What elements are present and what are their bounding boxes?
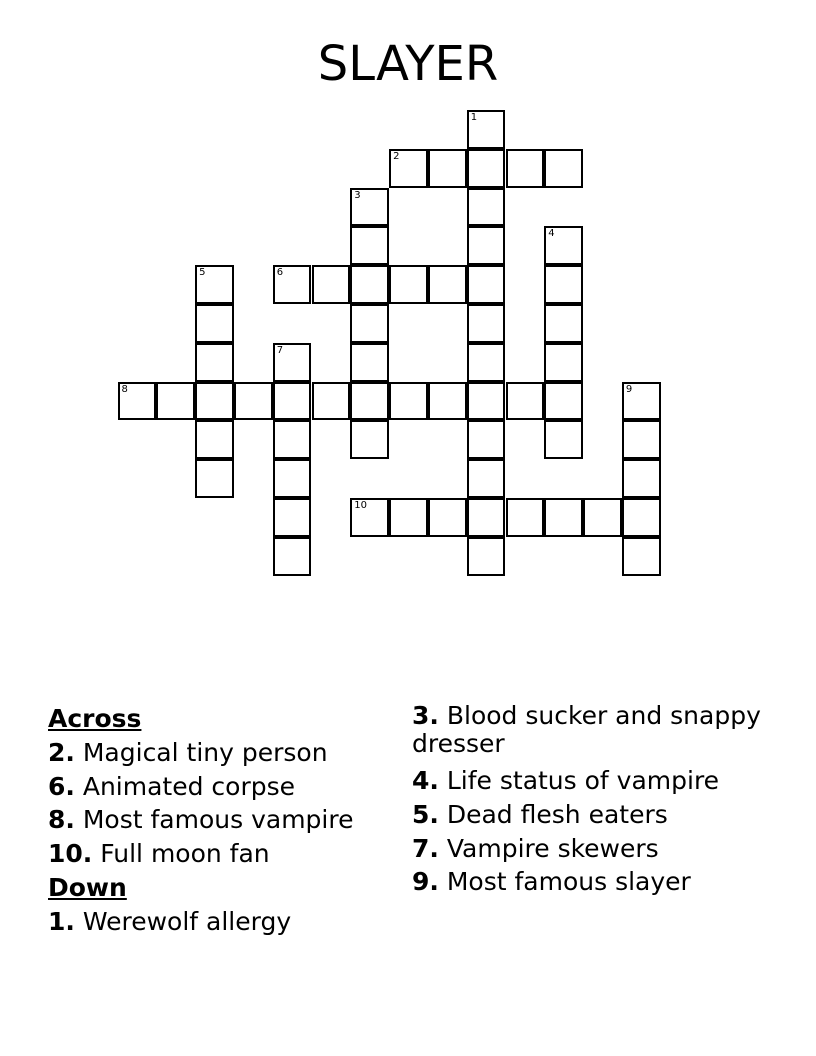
grid-cell[interactable] bbox=[467, 226, 506, 265]
grid-cell[interactable] bbox=[467, 110, 506, 149]
cell-number: 2 bbox=[393, 150, 400, 162]
cell-number: 4 bbox=[548, 228, 555, 240]
clue-text: Blood sucker and snappy dresser bbox=[412, 701, 761, 758]
clue-number: 2. bbox=[48, 737, 75, 767]
grid-cell[interactable] bbox=[389, 498, 428, 537]
grid-cell[interactable] bbox=[350, 420, 389, 459]
grid-cell[interactable] bbox=[195, 343, 234, 382]
grid-cell[interactable] bbox=[467, 304, 506, 343]
grid-cell[interactable] bbox=[312, 382, 351, 421]
grid-cell[interactable] bbox=[622, 459, 661, 498]
grid-cell[interactable] bbox=[195, 459, 234, 498]
grid-cell[interactable] bbox=[273, 537, 312, 576]
cell-number: 8 bbox=[121, 383, 128, 395]
clue-number: 9. bbox=[412, 867, 439, 897]
grid-cell[interactable] bbox=[467, 420, 506, 459]
clue-across-2 bbox=[48, 736, 388, 770]
clue-text: Full moon fan bbox=[100, 839, 270, 869]
grid-cell[interactable] bbox=[428, 149, 467, 188]
clues-column-left bbox=[48, 702, 388, 939]
across-heading: Across bbox=[48, 704, 142, 733]
grid-cell[interactable] bbox=[234, 382, 273, 421]
clue-across-10 bbox=[48, 837, 388, 871]
grid-cell[interactable] bbox=[467, 188, 506, 227]
clue-down-4 bbox=[412, 764, 772, 798]
clue-down-9 bbox=[412, 865, 772, 899]
cell-number: 1 bbox=[470, 112, 478, 123]
grid-cell[interactable] bbox=[273, 498, 312, 537]
grid-cell[interactable] bbox=[544, 304, 583, 343]
clue-number: 8. bbox=[48, 805, 75, 835]
grid-cell[interactable] bbox=[350, 226, 389, 265]
grid-cell[interactable] bbox=[312, 265, 351, 304]
grid-cell[interactable] bbox=[195, 382, 234, 421]
grid-cell[interactable] bbox=[118, 382, 157, 421]
clue-text: Most famous vampire bbox=[82, 805, 354, 835]
grid-cell[interactable] bbox=[506, 382, 545, 421]
grid-cell[interactable] bbox=[350, 343, 389, 382]
clue-text: Magical tiny person bbox=[82, 737, 328, 767]
grid-cell[interactable] bbox=[506, 149, 545, 188]
clue-down-5 bbox=[412, 798, 772, 832]
grid-cell[interactable] bbox=[506, 498, 545, 537]
clue-down-1 bbox=[48, 905, 388, 939]
clue-number: 6. bbox=[48, 771, 75, 801]
grid-cell[interactable] bbox=[389, 265, 428, 304]
grid-cell[interactable] bbox=[467, 149, 506, 188]
grid-cell[interactable] bbox=[350, 382, 389, 421]
grid-cell[interactable] bbox=[156, 382, 195, 421]
grid-cell[interactable] bbox=[428, 498, 467, 537]
grid-cell[interactable] bbox=[273, 265, 312, 304]
grid-cell[interactable] bbox=[467, 537, 506, 576]
grid-cell[interactable] bbox=[467, 459, 506, 498]
grid-cell[interactable] bbox=[428, 382, 467, 421]
clue-number: 5. bbox=[412, 799, 439, 829]
grid-cell[interactable] bbox=[544, 343, 583, 382]
cell-number: 7 bbox=[276, 344, 284, 356]
clues-column-right bbox=[412, 702, 772, 899]
grid-cell[interactable] bbox=[622, 498, 661, 537]
grid-cell[interactable] bbox=[195, 265, 234, 304]
grid-cell[interactable] bbox=[273, 343, 312, 382]
clue-text: Animated corpse bbox=[82, 771, 296, 801]
cell-number: 6 bbox=[276, 267, 284, 279]
clue-number: 10. bbox=[48, 839, 93, 869]
grid-cell[interactable] bbox=[544, 226, 583, 265]
cell-number: 9 bbox=[625, 383, 633, 395]
grid-cell[interactable] bbox=[544, 420, 583, 459]
grid-cell[interactable] bbox=[273, 420, 312, 459]
clue-text: Life status of vampire bbox=[446, 766, 720, 795]
cell-number: 5 bbox=[199, 267, 206, 279]
grid-cell[interactable] bbox=[273, 459, 312, 498]
clue-text: Vampire skewers bbox=[446, 833, 659, 863]
grid-cell[interactable] bbox=[622, 420, 661, 459]
clue-across-6 bbox=[48, 770, 388, 804]
clue-number: 4. bbox=[412, 766, 439, 795]
clue-text: Dead flesh eaters bbox=[446, 799, 668, 829]
grid-cell[interactable] bbox=[195, 420, 234, 459]
clue-across-8 bbox=[48, 803, 388, 837]
grid-cell[interactable] bbox=[350, 304, 389, 343]
grid-cell[interactable] bbox=[428, 265, 467, 304]
grid-cell[interactable] bbox=[350, 188, 389, 227]
clue-number: 3. bbox=[412, 701, 439, 730]
clue-number: 1. bbox=[48, 906, 75, 936]
grid-cell[interactable] bbox=[350, 265, 389, 304]
clue-text: Werewolf allergy bbox=[82, 906, 292, 936]
cell-number: 3 bbox=[354, 189, 361, 201]
down-heading: Down bbox=[48, 872, 127, 902]
grid-cell[interactable] bbox=[389, 382, 428, 421]
grid-cell[interactable] bbox=[273, 382, 312, 421]
cell-number: 10 bbox=[354, 500, 368, 511]
clue-number: 7. bbox=[412, 833, 439, 863]
grid-cell[interactable] bbox=[467, 343, 506, 382]
grid-cell[interactable] bbox=[544, 382, 583, 421]
grid-cell[interactable] bbox=[467, 265, 506, 304]
puzzle-title: SLAYER bbox=[317, 36, 499, 92]
grid-cell[interactable] bbox=[622, 537, 661, 576]
grid-cell[interactable] bbox=[544, 265, 583, 304]
grid-cell[interactable] bbox=[389, 149, 428, 188]
grid-cell[interactable] bbox=[622, 382, 661, 421]
grid-cell[interactable] bbox=[544, 149, 583, 188]
grid-cell[interactable] bbox=[195, 304, 234, 343]
clue-down-3 bbox=[412, 702, 772, 758]
grid-cell[interactable] bbox=[544, 498, 583, 537]
grid-cell[interactable] bbox=[583, 498, 622, 537]
grid-cell[interactable] bbox=[467, 498, 506, 537]
clue-down-7 bbox=[412, 832, 772, 866]
grid-cell[interactable] bbox=[350, 498, 389, 537]
grid-cell[interactable] bbox=[467, 382, 506, 421]
clue-text: Most famous slayer bbox=[446, 867, 691, 897]
